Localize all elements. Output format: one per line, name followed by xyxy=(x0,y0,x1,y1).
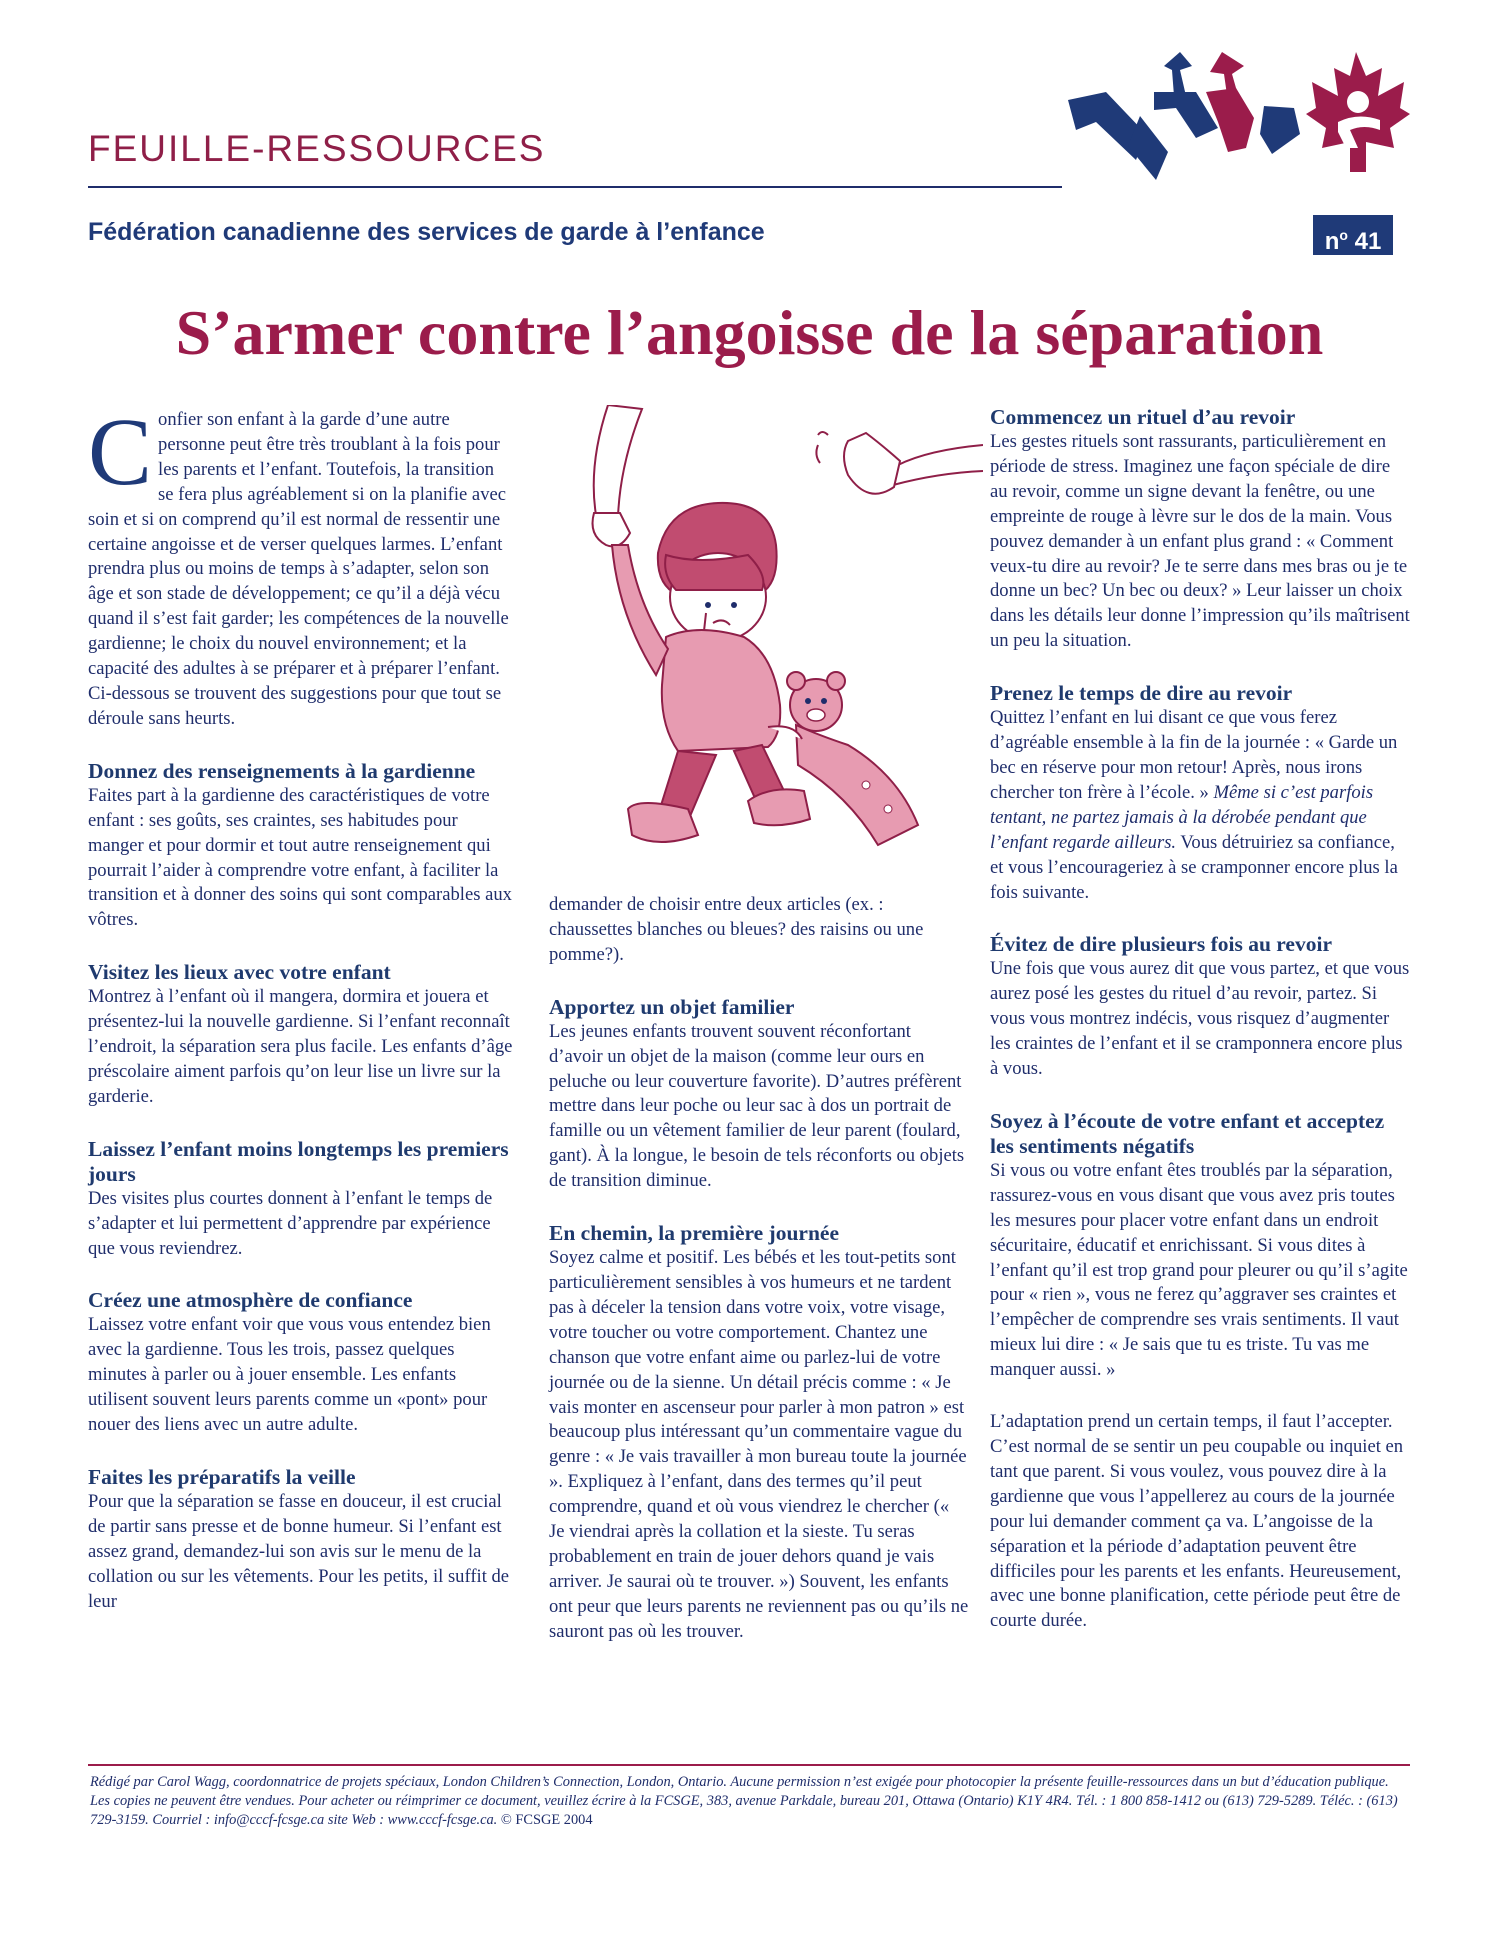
section-heading-s4: Créez une atmosphère de confiance xyxy=(88,1288,413,1313)
footer-rule xyxy=(88,1764,1410,1766)
issue-number-prefix: n xyxy=(1324,228,1340,255)
section-text-s3: Des visites plus courtes donnent à l’enfant le temps de s’adapter et lui permettent d’apprendre par expérience que vous reviendrez. xyxy=(88,1187,493,1259)
column-left xyxy=(88,398,513,1615)
section-text-s9 xyxy=(990,706,1410,905)
section-text-s9-after: Vous détruiriez sa confiance, et vous l’encourageriez à se cramponner encore plus la fois suivante. xyxy=(990,831,1398,903)
series-title: FEUILLE-RESSOURCES xyxy=(88,128,546,169)
section-text-s10: Une fois que vous aurez dit que vous partez, et que vous aurez posé les gestes du rituel d’au revoir, partez. Si vous vous montrez indécis, vous risquez d’augmenter les craintes de l’enfant et il se cramponnera encore plus à vous. xyxy=(990,958,1410,1080)
issue-number: 41 xyxy=(1354,228,1382,255)
section-text-s9-italic: Même si c’est parfois tentant, ne partez jamais à la dérobée pendant que l’enfant regarde ailleurs. xyxy=(990,781,1374,853)
intro-text: onfier son enfant à la garde d’une autre personne peut être très troublant à la fois pour les parents et l’enfant. Toutefois, la transition se fera plus agréablement si on la planifie avec soin et si on comprend qu’il est normal de ressentir une certaine angoisse et de verser quelques larmes. L’enfant prendra plus ou moins de temps à s’adapter, selon son âge et son stade de développement; ce qu’il a déjà vécu quand il s’est fait garder; les compétences de la nouvelle gardienne; le choix du nouvel environnement; et la capacité des adultes à se préparer et à préparer l’enfant. Ci-dessous se trouvent des suggestions pour que tout se déroule sans heurts. xyxy=(88,409,509,729)
dropcap: C xyxy=(88,398,153,505)
section-text-s7: Soyez calme et positif. Les bébés et les tout-petits sont particulièrement sensibles à vos humeurs et ne tardent pas à déceler la tension dans votre voix, votre visage, votre toucher ou votre comportement. Chantez une chanson que votre enfant aime ou parlez-lui de votre journée ou de la sienne. Un détail précis comme : « Je vais monter en ascenseur pour parler à mon patron » est beaucoup plus intéressant qu’un commentaire vague du genre : « Je vais travailler à mon bureau toute la journée ». Expliquez à l’enfant, dans des termes qu’il peut comprendre, quand et où vous viendrez le chercher (« Je viendrai après la collation et la sieste. Tu seras probablement en train de jouer dehors quand je vais arriver. Je saurai où te trouver. ») Souvent, les enfants ont peur que leurs parents ne reviennent pas ou qu’ils ne sauront pas où les trouver. xyxy=(549,1247,969,1642)
conclusion-text: L’adaptation prend un certain temps, il faut l’accepter. C’est normal de se sentir un peu coupable ou inquiet en tant que parent. Si vous voulez, vous pouvez dire à la gardienne que vous l’appellerez au cours de la journée pour lui demander comment ça va. L’angoisse de la séparation et la période d’adaptation peuvent être difficiles pour les parents et les enfants. Heureusement, avec une bonne planification, cette période peut être de courte durée. xyxy=(990,1411,1404,1632)
header-rule xyxy=(88,186,1062,188)
footer-copyright: © FCSGE 2004 xyxy=(497,1812,593,1828)
footer-credits xyxy=(90,1773,1410,1830)
section-heading-s5: Faites les préparatifs la veille xyxy=(88,1465,356,1489)
section-heading-s1: Donnez des renseignements à la gardienne xyxy=(88,758,476,783)
section-heading-s2: Visitez les lieux avec votre enfant xyxy=(88,960,391,985)
issue-number-sup: o xyxy=(1339,227,1348,243)
section-heading-s10: Évitez de dire plusieurs fois au revoir xyxy=(990,932,1332,957)
section-text-s1: Faites part à la gardienne des caractéristiques de votre enfant : ses goûts, ses craintes, ses habitudes pour manger et pour dormir et tout autre renseignement qui pourrait l’aider à comprendre votre enfant, à faciliter la transition et à donner des soins qui sont comparables aux vôtres. xyxy=(88,784,512,931)
maple-leaf-logo-icon xyxy=(1068,52,1410,192)
section-text-s5: Pour que la séparation se fasse en douceur, il est crucial de partir sans presse et de bonne humeur. Si l’enfant est assez grand, demandez-lui son avis sur le menu de la collation ou sur les vêtements. Pour les petits, il suffit de leur xyxy=(88,1491,510,1612)
section-text-s11: Si vous ou votre enfant êtes troublés par la séparation, rassurez-vous en vous disant que vous avez pris toutes les mesures pour placer votre enfant dans un endroit sécuritaire, éducatif et enrichissant. Si vous dites à l’enfant qu’il est trop grand pour pleurer ou qu’il s’agite pour « rien », vous ne ferez qu’aggraver ses craintes et l’empêcher de comprendre ses vrais sentiments. Il vaut mieux lui dire : « Je sais que tu es triste. Tu vas me manquer aussi. » xyxy=(990,1159,1408,1381)
issue-number-badge xyxy=(1313,215,1393,255)
column-middle xyxy=(549,893,969,1645)
section-text-s5-continued: demander de choisir entre deux articles (ex. : chaussettes blanches ou bleues? des raisins ou une pomme?). xyxy=(549,894,924,965)
section-text-s6: Les jeunes enfants trouvent souvent réconfortant d’avoir un objet de la maison (comme leur ours en peluche ou leur couverture favorite). D’autres préfèrent mettre dans leur poche ou leur sac à dos un portrait de famille ou un vêtement familier de leur parent (foulard, gant). À la longue, le besoin de tels réconforts ou objets de transition diminue. xyxy=(549,1020,965,1192)
section-text-s9-main: Quittez l’enfant en lui disant ce que vous ferez d’agréable ensemble à la fin de la journée : « Garde un bec en réserve pour mon retour! Après, nous irons chercher ton frère à l’école. » xyxy=(990,707,1398,803)
section-heading-s9: Prenez le temps de dire au revoir xyxy=(990,681,1293,706)
section-heading-s3: Laissez l’enfant moins longtemps les premiers jours xyxy=(88,1136,509,1186)
section-text-s2: Montrez à l’enfant où il mangera, dormira et jouera et présentez-lui la nouvelle gardienne. Si l’enfant reconnaît l’endroit, la séparation sera plus facile. Les enfants d’âge préscolaire aiment parfois qu’on leur lise un livre sur la garderie. xyxy=(88,986,513,1107)
page-title: S’armer contre l’angoisse de la séparation xyxy=(175,297,1324,368)
footer-text: Rédigé par Carol Wagg, coordonnatrice de projets spéciaux, London Children’s Connection, London, Ontario. Aucune permission n’est exigée pour photocopier la présente feuille-ressources dans un but d’éducation publique. Les copies ne peuvent être vendues. Pour acheter ou réimprimer ce document, veuillez écrire à la FCSGE, 383, avenue Parkdale, bureau 201, Ottawa (Ontario) K1Y 4R4. Tél. : 1 800 858-1412 ou (613) 729-5289. Téléc. : (613) 729-3159. Courriel : info@cccf-fcsge.ca site Web : www.cccf-fcsge.ca. xyxy=(90,1774,1398,1828)
section-text-s4: Laissez votre enfant voir que vous vous entendez bien avec la gardienne. Tous les trois, passez quelques minutes à parler ou à jouer ensemble. Les enfants utilisent souvent leurs parents comme un «pont» pour nouer des liens avec un autre adulte. xyxy=(88,1314,491,1436)
section-text-s8: Les gestes rituels sont rassurants, particulièrement en période de stress. Imaginez une façon spéciale de dire au revoir, comme un signe devant la fenêtre, ou une empreinte de rouge à lèvre sur le dos de la main. Vous pouvez demander à un enfant plus grand : « Comment veux-tu dire au revoir? Je te serre dans mes bras ou je te donne un bec? Un bec ou deux? » Leur laisser un choix dans les détails leur donne l’impression qu’ils maîtrisent un peu la situation. xyxy=(990,431,1410,652)
child-separation-illustration-icon xyxy=(548,405,983,875)
column-right xyxy=(990,405,1410,1634)
section-heading-s11: Soyez à l’écoute de votre enfant et acceptez les sentiments négatifs xyxy=(990,1108,1385,1158)
intro-paragraph xyxy=(88,398,513,732)
section-heading-s7: En chemin, la première journée xyxy=(549,1221,840,1246)
organization-name: Fédération canadienne des services de garde à l’enfance xyxy=(88,218,765,246)
section-heading-s6: Apportez un objet familier xyxy=(549,994,795,1019)
section-heading-s8: Commencez un rituel d’au revoir xyxy=(990,405,1296,429)
